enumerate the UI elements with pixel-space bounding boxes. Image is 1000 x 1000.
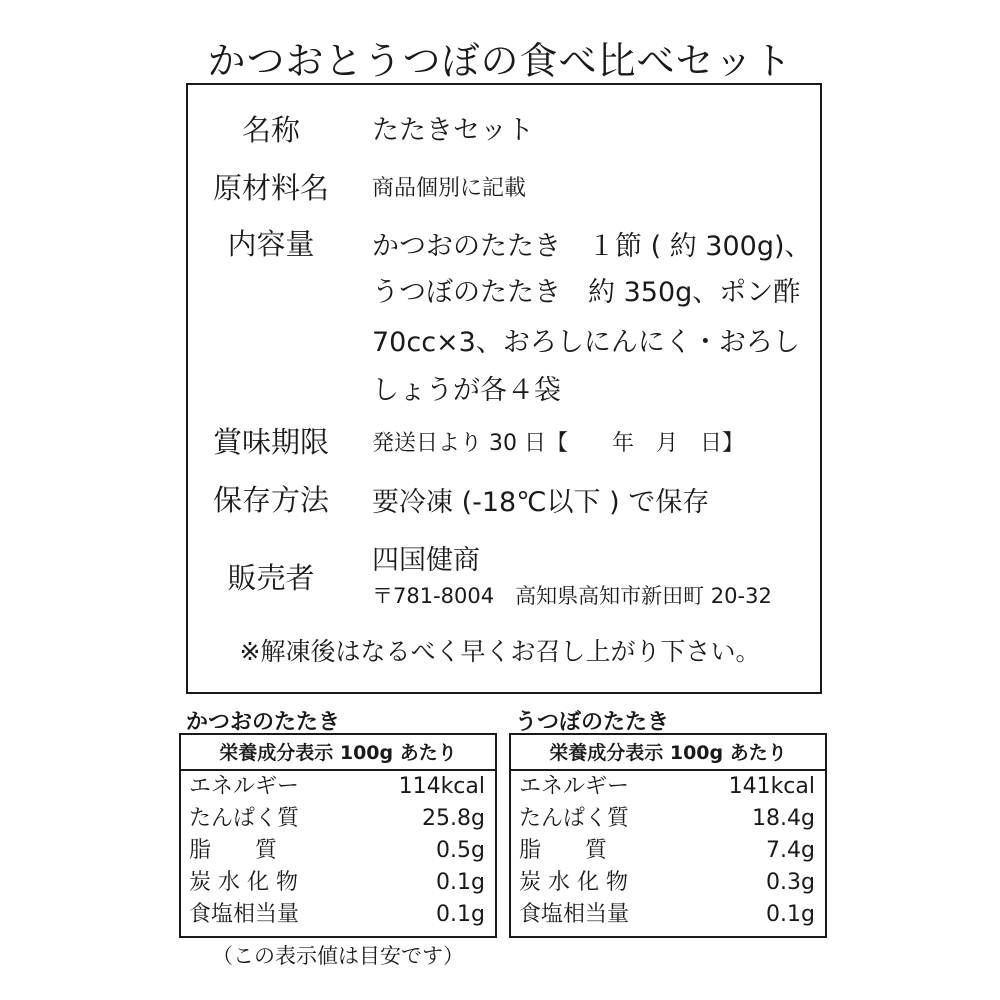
nutrient-name: 食塩相当量 xyxy=(189,902,300,927)
label-value-contents-line-2: うつぼのたたき 約 350g、ポン酢 xyxy=(372,277,801,308)
nutrient-value: 0.1g xyxy=(436,870,485,895)
nutrient-name: 炭 水 化 物 xyxy=(519,870,628,895)
label-key-best-before: 賞味期限 xyxy=(212,425,329,459)
nutrition-table-katsuo xyxy=(179,733,497,938)
nutrition-row xyxy=(181,899,495,931)
nutrient-name: 炭 水 化 物 xyxy=(189,870,298,895)
nutrient-name: 脂 質 xyxy=(189,838,278,863)
nutrient-value: 0.1g xyxy=(766,902,815,927)
label-value-best-before: 発送日より 30 日【 年 月 日】 xyxy=(372,431,744,456)
nutrient-value: 141kcal xyxy=(728,774,815,799)
nutrient-name: 脂 質 xyxy=(519,838,608,863)
nutrition-table-utsubo xyxy=(509,733,827,938)
label-value-contents-line-4: しょうが各４袋 xyxy=(372,375,561,406)
nutrition-row xyxy=(511,899,825,931)
label-key-storage: 保存方法 xyxy=(212,483,329,517)
nutrient-value: 0.3g xyxy=(766,870,815,895)
label-key-seller: 販売者 xyxy=(227,561,315,595)
label-value-storage: 要冷凍 (-18℃以下 ) で保存 xyxy=(372,487,710,518)
label-value-seller-address: 〒781-8004 高知県高知市新田町 20-32 xyxy=(372,584,772,608)
nutrient-value: 0.5g xyxy=(436,838,485,863)
nutrient-name: エネルギー xyxy=(189,774,300,799)
label-value-name: たたきセット xyxy=(372,115,534,146)
nutrient-name: たんぱく質 xyxy=(519,806,630,831)
nutrient-name: たんぱく質 xyxy=(189,806,300,831)
nutrient-name: 食塩相当量 xyxy=(519,902,630,927)
nutrition-table-header: 栄養成分表示 100g あたり xyxy=(511,735,825,771)
nutrient-name: エネルギー xyxy=(519,774,630,799)
nutrient-value: 18.4g xyxy=(752,806,815,831)
nutrition-row xyxy=(181,771,495,803)
nutrition-row xyxy=(511,771,825,803)
nutrition-row xyxy=(511,835,825,867)
thaw-note: ※解凍後はなるべく早くお召し上がり下さい。 xyxy=(239,637,761,666)
nutrition-row xyxy=(181,803,495,835)
label-value-contents-line-3: 70cc×3、おろしにんにく・おろし xyxy=(372,327,800,358)
nutrient-value: 114kcal xyxy=(398,774,485,799)
nutrition-row xyxy=(511,867,825,899)
label-key-contents: 内容量 xyxy=(227,227,315,261)
footnote: （この表示値は目安です） xyxy=(212,944,464,968)
nutrition-row xyxy=(181,835,495,867)
nutrient-value: 25.8g xyxy=(422,806,485,831)
label-key-name: 名称 xyxy=(241,113,300,147)
nutrient-value: 0.1g xyxy=(436,902,485,927)
nutrition-row xyxy=(181,867,495,899)
nutrition-table-header: 栄養成分表示 100g あたり xyxy=(181,735,495,771)
label-key-ingredients: 原材料名 xyxy=(212,171,329,205)
label-value-contents-line-1: かつおのたたき １節 ( 約 300g)、 xyxy=(372,231,812,262)
label-value-ingredients: 商品個別に記載 xyxy=(372,176,527,201)
nutrition-heading-utsubo: うつぼのたたき xyxy=(515,710,670,735)
nutrient-value: 7.4g xyxy=(766,838,815,863)
page-title: かつおとうつぼの食べ比べセット xyxy=(207,39,793,83)
nutrition-heading-katsuo: かつおのたたき xyxy=(186,710,341,735)
nutrition-row xyxy=(511,803,825,835)
label-value-seller-name: 四国健商 xyxy=(372,545,480,576)
